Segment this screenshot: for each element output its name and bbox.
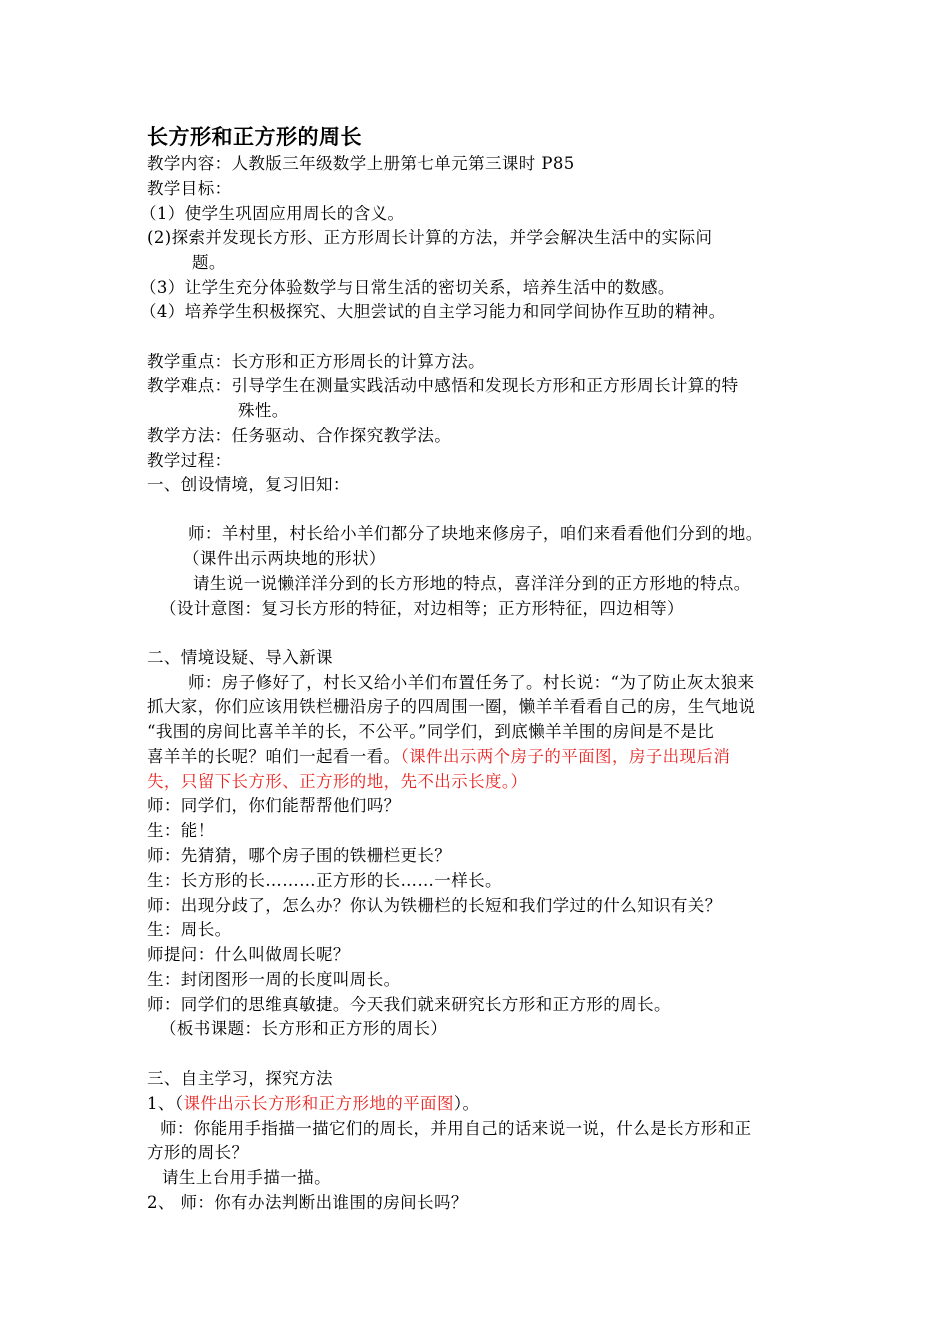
section-2-line: “我围的房间比喜羊羊的长，不公平。”同学们，到底懒羊羊围的房间是不是比	[147, 722, 715, 741]
dialogue-line: 生：周长。	[147, 920, 232, 939]
document-title: 长方形和正方形的周长	[147, 125, 362, 149]
item-suffix: ）。	[453, 1094, 480, 1113]
dialogue-line: 师：同学们，你们能帮帮他们吗？	[147, 796, 401, 815]
dialogue-line: 生：长方形的长………正方形的长……一样长。	[147, 871, 502, 890]
section-2-line	[147, 745, 730, 769]
section-2-heading: 二、情境设疑、导入新课	[147, 648, 333, 667]
section-1-line: 师：羊村里，村长给小羊们都分了块地来修房子，咱们来看看他们分到的地。	[188, 524, 763, 543]
section-3-item-1	[147, 1092, 479, 1116]
dialogue-line: 生：封闭图形一周的长度叫周长。	[147, 970, 401, 989]
section-2-text: 喜羊羊的长呢？咱们一起看一看。	[147, 747, 401, 766]
dialogue-line: 师：出现分歧了，怎么办？你认为铁栅栏的长短和我们学过的什么知识有关？	[147, 896, 722, 915]
section-3-line: 师：你能用手指描一描它们的周长，并用自己的话来说一说，什么是长方形和正	[160, 1119, 752, 1138]
courseware-note: 课件出示长方形和正方形地的平面图	[183, 1094, 454, 1113]
dialogue-line: 师：先猜猜，哪个房子围的铁栅栏更长？	[147, 846, 452, 865]
objective-3: （3）让学生充分体验数学与日常生活的密切关系，培养生活中的数感。	[140, 278, 675, 297]
teaching-method: 教学方法：任务驱动、合作探究教学法。	[147, 426, 452, 445]
design-intent: （设计意图：复习长方形的特征，对边相等；正方形特征，四边相等）	[160, 599, 684, 618]
difficulty-continued: 殊性。	[238, 401, 289, 420]
dialogue-line: 师：同学们的思维真敏捷。今天我们就来研究长方形和正方形的周长。	[147, 995, 671, 1014]
section-3-line: 请生上台用手描一描。	[162, 1168, 331, 1187]
section-3-item-2: 2、 师：你有办法判断出谁围的房间长吗？	[147, 1193, 468, 1212]
process-heading: 教学过程：	[147, 451, 232, 470]
objective-1: （1）使学生巩固应用周长的含义。	[140, 204, 405, 223]
section-1-heading: 一、创设情境，复习旧知：	[147, 475, 350, 494]
dialogue-line: 师提问：什么叫做周长呢？	[147, 945, 350, 964]
courseware-note: （课件出示两个房子的平面图，房子出现后消	[400, 747, 731, 766]
objectives-heading: 教学目标：	[147, 179, 232, 198]
key-point: 教学重点：长方形和正方形周长的计算方法。	[147, 352, 485, 371]
objective-4: （4）培养学生积极探究、大胆尝试的自主学习能力和同学间协作互助的精神。	[140, 302, 726, 321]
objective-2: (2)探索并发现长方形、正方形周长计算的方法，并学会解决生活中的实际问	[147, 228, 713, 247]
section-2-line: 抓大家，你们应该用铁栏栅沿房子的四周围一圈，懒羊羊看看自己的房，生气地说	[147, 697, 756, 716]
objective-2-continued: 题。	[192, 253, 226, 272]
section-2-line: 师：房子修好了，村长又给小羊们布置任务了。村长说：“为了防止灰太狼来	[188, 673, 755, 692]
teaching-content: 教学内容：人教版三年级数学上册第七单元第三课时 P85	[147, 154, 575, 173]
section-1-line: （课件出示两块地的形状）	[183, 549, 386, 568]
section-3-heading: 三、自主学习，探究方法	[147, 1069, 333, 1088]
section-3-line: 方形的周长？	[147, 1143, 249, 1162]
section-1-line: 请生说一说懒洋洋分到的长方形地的特点，喜洋洋分到的正方形地的特点。	[193, 574, 751, 593]
dialogue-line: 生：能！	[147, 821, 215, 840]
item-prefix: 1、（	[147, 1094, 184, 1113]
courseware-note: 失，只留下长方形、正方形的地，先不出示长度。）	[147, 772, 528, 791]
difficulty: 教学难点：引导学生在测量实践活动中感悟和发现长方形和正方形周长计算的特	[147, 376, 739, 395]
board-title-note: （板书课题：长方形和正方形的周长）	[160, 1019, 448, 1038]
